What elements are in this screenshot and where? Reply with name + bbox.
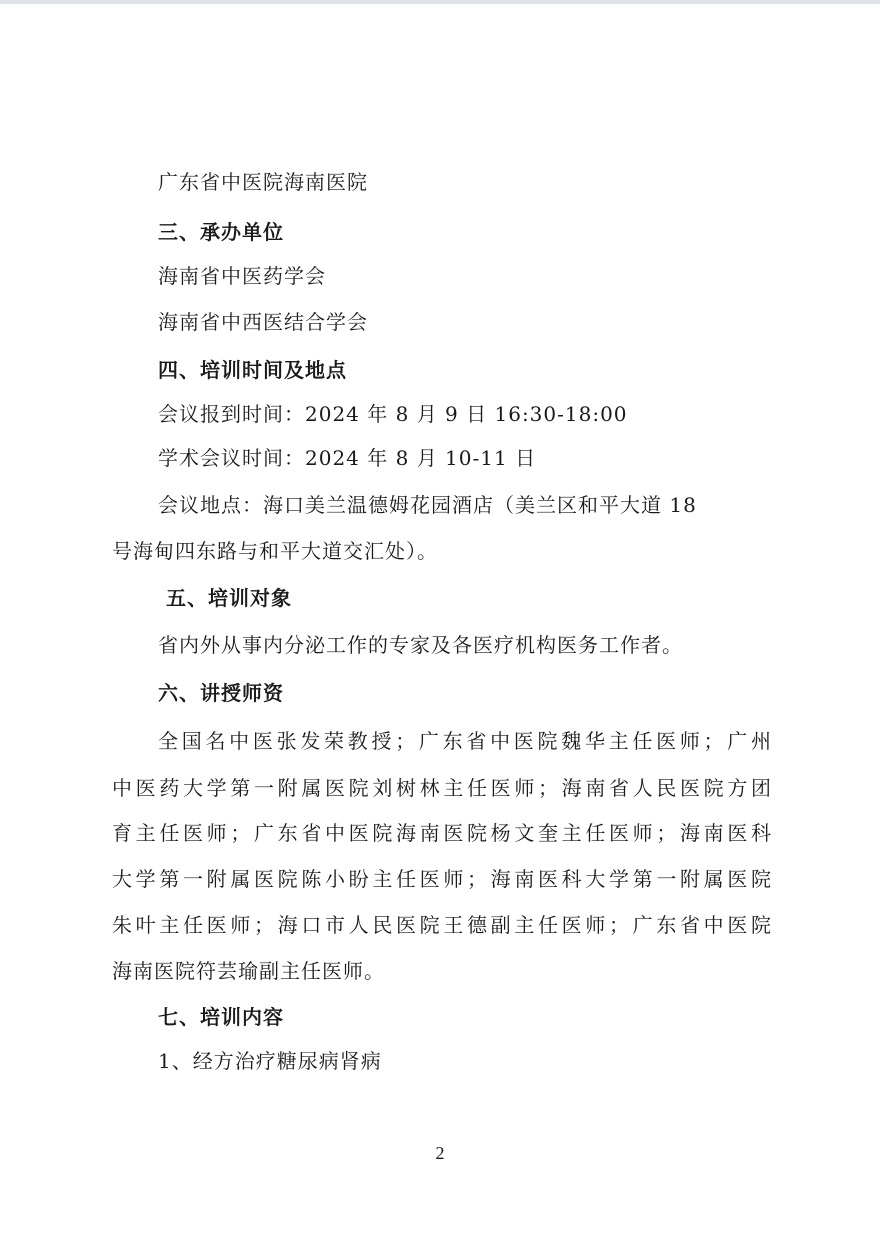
faculty-line: 海南医院符芸瑜副主任医师。	[112, 959, 385, 983]
faculty-line: 中医药大学第一附属医院刘树林主任医师；海南省人民医院方团	[112, 776, 772, 800]
meeting-time: 学术会议时间：2024 年 8 月 10-11 日	[158, 446, 537, 470]
section-5-body: 省内外从事内分泌工作的专家及各医疗机构医务工作者。	[158, 633, 683, 657]
page-number: 2	[435, 1143, 445, 1163]
faculty-line: 朱叶主任医师；海口市人民医院王德副主任医师；广东省中医院	[112, 913, 772, 937]
section-7-heading: 七、培训内容	[158, 1005, 284, 1029]
section-4-heading: 四、培训时间及地点	[158, 358, 347, 382]
section-5-heading: 五、培训对象	[166, 586, 292, 610]
faculty-line: 大学第一附属医院陈小盼主任医师；海南医科大学第一附属医院	[112, 867, 772, 891]
section-7-item: 1、经方治疗糖尿病肾病	[158, 1049, 382, 1073]
hospital-line: 广东省中医院海南医院	[158, 170, 368, 194]
section-3-item: 海南省中西医结合学会	[158, 310, 368, 334]
section-6-heading: 六、讲授师资	[158, 681, 284, 705]
section-3-heading: 三、承办单位	[158, 220, 284, 244]
venue-line-2: 号海甸四东路与和平大道交汇处）。	[112, 539, 438, 563]
checkin-time: 会议报到时间：2024 年 8 月 9 日 16:30-18:00	[158, 402, 628, 426]
section-3-item: 海南省中医药学会	[158, 264, 326, 288]
faculty-line: 全国名中医张发荣教授；广东省中医院魏华主任医师；广州	[158, 729, 772, 753]
faculty-line: 育主任医师；广东省中医院海南医院杨文奎主任医师；海南医科	[112, 821, 772, 845]
venue-line-1: 会议地点：海口美兰温德姆花园酒店（美兰区和平大道 18	[158, 493, 697, 517]
